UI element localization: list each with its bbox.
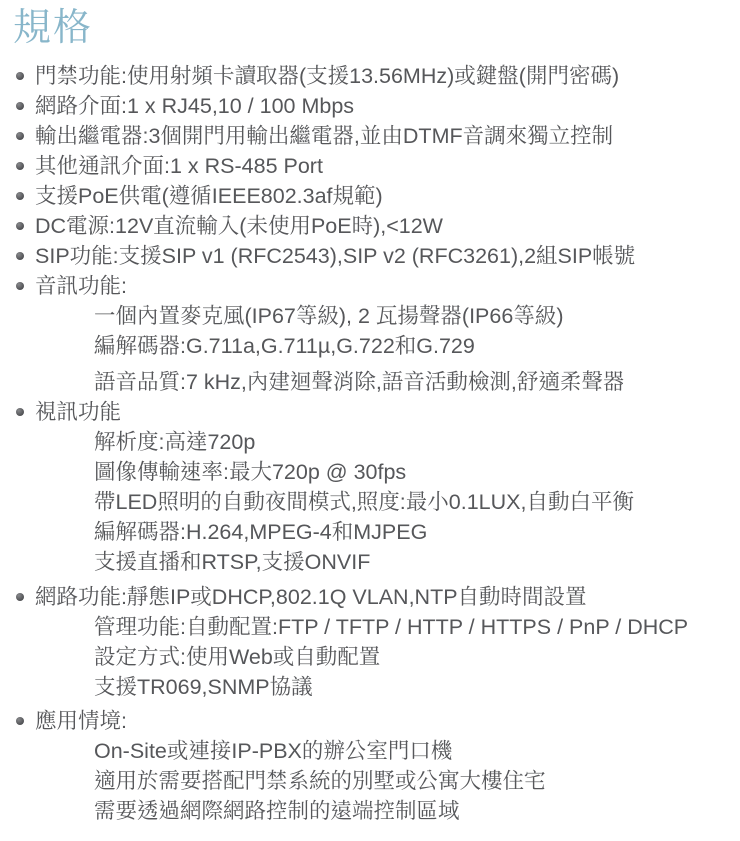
spec-item [13, 397, 736, 427]
spec-item [13, 271, 736, 301]
spec-text: 支援TR069,SNMP協議 [94, 674, 313, 699]
spec-text: 支援直播和RTSP,支援ONVIF [94, 549, 371, 574]
spec-text: SIP功能:支援SIP v1 (RFC2543),SIP v2 (RFC3261),2組SIP帳號 [35, 243, 636, 268]
spec-subitem [13, 427, 736, 457]
spec-text: 一個內置麥克風(IP67等級), 2 瓦揚聲器(IP66等級) [94, 303, 564, 328]
spec-item [13, 211, 736, 241]
spec-text: 輸出繼電器:3個開門用輸出繼電器,並由DTMF音調來獨立控制 [35, 123, 614, 148]
spec-subitem [13, 457, 736, 487]
spec-text: 視訊功能 [35, 399, 122, 424]
bullet-icon [16, 72, 24, 80]
page-title: 規格 [13, 7, 94, 49]
spec-subitem [13, 672, 736, 702]
spec-text: DC電源:12V直流輸入(未使用PoE時),<12W [35, 213, 443, 238]
bullet-icon [16, 593, 24, 601]
spec-text: 編解碼器:H.264,MPEG-4和MJPEG [94, 519, 428, 544]
spec-text: 語音品質:7 kHz,內建迴聲消除,語音活動檢測,舒適柔聲器 [94, 369, 625, 394]
bullet-icon [16, 717, 24, 725]
spec-item [13, 241, 736, 271]
spec-item [13, 151, 736, 181]
spec-subitem [13, 796, 736, 826]
spec-subitem [13, 736, 736, 766]
spec-text: 適用於需要搭配門禁系統的別墅或公寓大樓住宅 [94, 768, 546, 793]
spec-item [13, 91, 736, 121]
bullet-icon [16, 192, 24, 200]
spec-item [13, 61, 736, 91]
spec-text: 編解碼器:G.711a,G.711µ,G.722和G.729 [94, 333, 475, 358]
spec-subitem [13, 642, 736, 672]
spec-text: 圖像傳輸速率:最大720p @ 30fps [94, 459, 407, 484]
bullet-icon [16, 222, 24, 230]
spec-item [13, 582, 736, 612]
spec-list [13, 61, 736, 826]
spec-text: 門禁功能:使用射頻卡讀取器(支援13.56MHz)或鍵盤(開門密碼) [35, 63, 620, 88]
spec-subitem [13, 547, 736, 577]
spec-text: 支援PoE供電(遵循IEEE802.3af規範) [35, 183, 383, 208]
spec-subitem [13, 612, 736, 642]
spec-subitem [13, 367, 736, 397]
spec-subitem [13, 487, 736, 517]
bullet-icon [16, 408, 24, 416]
bullet-icon [16, 282, 24, 290]
bullet-icon [16, 132, 24, 140]
spec-subitem [13, 331, 736, 361]
spec-subitem [13, 301, 736, 331]
spec-subitem [13, 766, 736, 796]
spec-text: 應用情境: [35, 708, 127, 733]
bullet-icon [16, 102, 24, 110]
spec-text: On-Site或連接IP-PBX的辦公室門口機 [94, 738, 453, 763]
bullet-icon [16, 252, 24, 260]
bullet-icon [16, 162, 24, 170]
spec-text: 帶LED照明的自動夜間模式,照度:最小0.1LUX,自動白平衡 [94, 489, 634, 514]
spec-item [13, 121, 736, 151]
spec-text: 音訊功能: [35, 273, 127, 298]
spec-text: 管理功能:自動配置:FTP / TFTP / HTTP / HTTPS / PnP / DHCP [94, 614, 689, 639]
spec-item [13, 181, 736, 211]
spec-item [13, 706, 736, 736]
spec-text: 設定方式:使用Web或自動配置 [94, 644, 381, 669]
spec-text: 其他通訊介面:1 x RS-485 Port [35, 153, 323, 178]
spec-text: 網路功能:靜態IP或DHCP,802.1Q VLAN,NTP自動時間設置 [35, 584, 587, 609]
spec-text: 解析度:高達720p [94, 429, 256, 454]
spec-subitem [13, 517, 736, 547]
spec-text: 網路介面:1 x RJ45,10 / 100 Mbps [35, 93, 355, 118]
spec-text: 需要透過網際網路控制的遠端控制區域 [94, 798, 460, 823]
